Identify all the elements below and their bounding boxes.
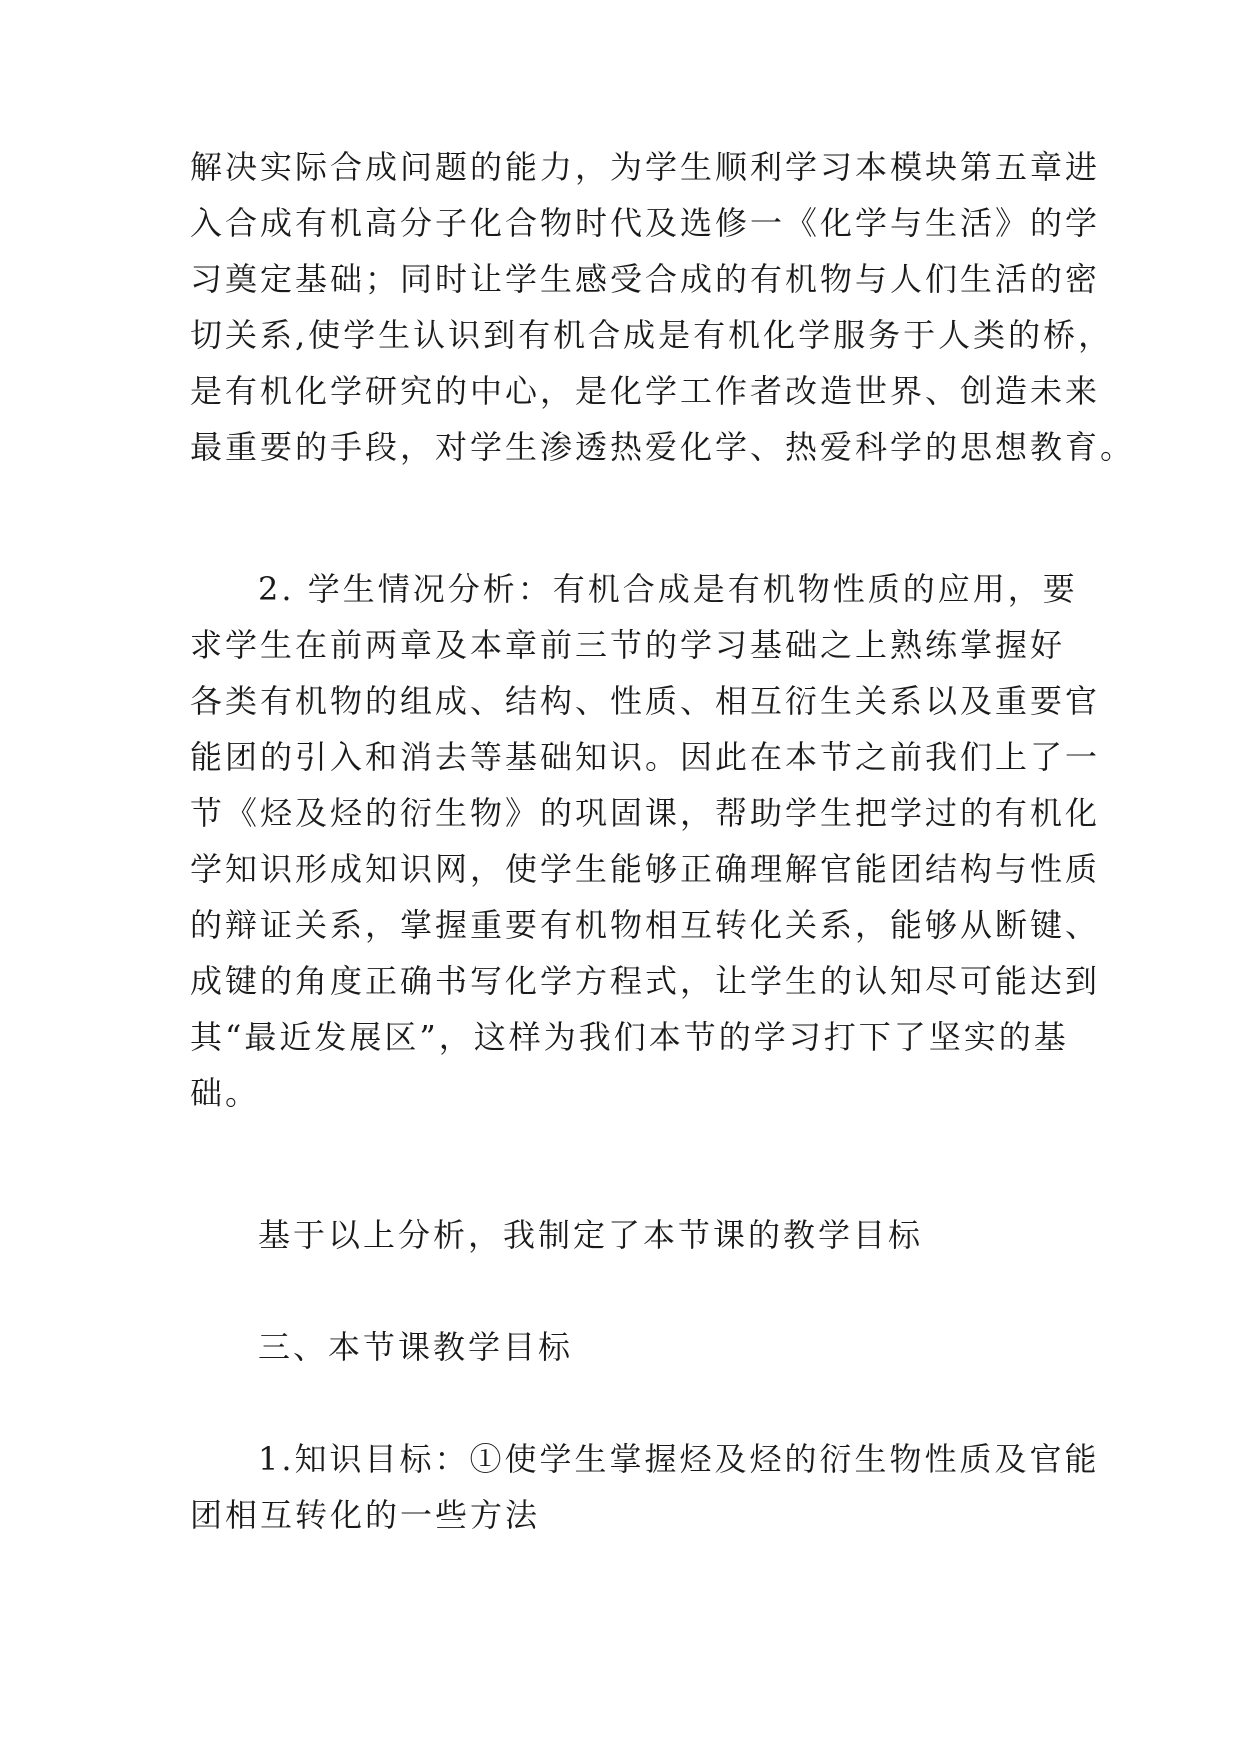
paragraph-2-line-4: 能团的引入和消去等基础知识。因此在本节之前我们上了一 — [190, 738, 1101, 776]
paragraph-1-line-5: 是有机化学研究的中心，是化学工作者改造世界、创造未来 — [190, 372, 1101, 410]
paragraph-1-line-4: 切关系,使学生认识到有机合成是有机化学服务于人类的桥， — [190, 316, 1114, 354]
paragraph-2-line-7: 的辩证关系，掌握重要有机物相互转化关系，能够从断键、 — [190, 906, 1101, 944]
paragraph-2-line-6: 学知识形成知识网，使学生能够正确理解官能团结构与性质 — [190, 850, 1101, 888]
paragraph-4-line-2: 团相互转化的一些方法 — [190, 1496, 541, 1534]
paragraph-1-line-2: 入合成有机高分子化合物时代及选修一《化学与生活》的学 — [190, 204, 1101, 242]
paragraph-2-line-1: 2. 学生情况分析：有机合成是有机物性质的应用，要 — [258, 570, 1078, 608]
paragraph-2-line-9: 其“最近发展区”，这样为我们本节的学习打下了坚实的基 — [190, 1018, 1069, 1056]
paragraph-1-line-1: 解决实际合成问题的能力，为学生顺利学习本模块第五章进 — [190, 148, 1101, 186]
paragraph-2-line-3: 各类有机物的组成、结构、性质、相互衍生关系以及重要官 — [190, 682, 1101, 720]
paragraph-3: 基于以上分析，我制定了本节课的教学目标 — [258, 1216, 924, 1254]
paragraph-4-line-1: 1.知识目标：①使学生掌握烃及烃的衍生物性质及官能 — [258, 1440, 1100, 1478]
paragraph-2-line-5: 节《烃及烃的衍生物》的巩固课，帮助学生把学过的有机化 — [190, 794, 1101, 832]
paragraph-2-line-2: 求学生在前两章及本章前三节的学习基础之上熟练掌握好 — [190, 626, 1066, 664]
paragraph-2-line-8: 成键的角度正确书写化学方程式，让学生的认知尽可能达到 — [190, 962, 1101, 1000]
section-heading-3: 三、本节课教学目标 — [258, 1328, 574, 1366]
paragraph-1-line-3: 习奠定基础；同时让学生感受合成的有机物与人们生活的密 — [190, 260, 1101, 298]
paragraph-2-line-10: 础。 — [190, 1074, 261, 1112]
paragraph-1-line-6: 最重要的手段，对学生渗透热爱化学、热爱科学的思想教育。 — [190, 428, 1136, 466]
